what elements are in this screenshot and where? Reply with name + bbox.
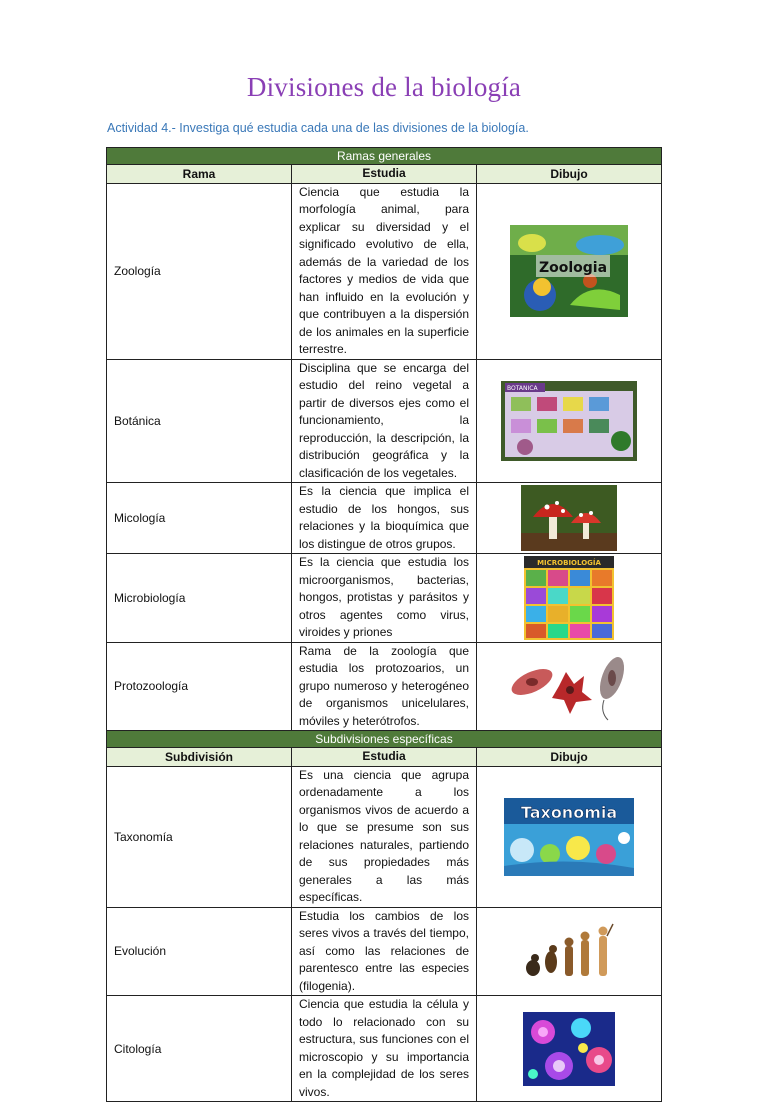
biology-table (106, 147, 662, 1102)
row-description: Es una ciencia que agrupa ordenadamente a los organismos vivos de acuerdo a lo que se presume son sus relaciones naturales, partiendo de sus propiedades más generales a las más específicas. (292, 766, 477, 907)
table-row (107, 554, 662, 643)
column-header-row (107, 748, 662, 767)
column-header-row (107, 165, 662, 184)
row-description: Disciplina que se encarga del estudio del reino vegetal a partir de diversos ejes como el funcionamiento, la reproducción, la descripción, la distribución geográfica y la clasificación de los vegetales. (292, 359, 477, 483)
mycology-image (521, 485, 617, 551)
row-name: Zoología (107, 183, 292, 359)
taxonomy-image (504, 798, 634, 876)
table-row (107, 183, 662, 359)
column-header-dibujo: Dibujo (477, 165, 662, 184)
botany-image-label: BOTANICA (507, 384, 538, 392)
cytology-image (523, 1012, 615, 1086)
row-description: Ciencia que estudia la célula y todo lo relacionado con su estructura, sus funciones con el microscopio y su importancia en la complejidad de los seres vivos. (292, 996, 477, 1102)
evolution-image (523, 922, 615, 980)
row-description: Es la ciencia que implica el estudio de los hongos, sus relaciones y la bioquímica que los distingue de otros grupos. (292, 483, 477, 554)
page-title: Divisiones de la biología (246, 72, 522, 102)
microbiology-image (524, 556, 614, 640)
row-name: Protozoología (107, 642, 292, 731)
table-row (107, 907, 662, 996)
table-row (107, 359, 662, 483)
microbiology-image-label: MICROBIOLOGÍA (537, 558, 601, 567)
table-row (107, 766, 662, 907)
row-name: Evolución (107, 907, 292, 996)
protozoology-image (504, 648, 634, 724)
column-header-estudia: Estudia (292, 165, 477, 184)
table-row (107, 642, 662, 731)
group-header-specific (107, 731, 662, 748)
botany-image (501, 381, 637, 461)
table-row (107, 483, 662, 554)
group-title: Subdivisiones específicas (107, 731, 662, 748)
column-header-estudia: Estudia (292, 748, 477, 767)
group-header-general (107, 148, 662, 165)
row-name: Taxonomía (107, 766, 292, 907)
zoology-image-label: Zoologia (538, 260, 608, 276)
table-row (107, 996, 662, 1102)
row-name: Microbiología (107, 554, 292, 643)
column-header-dibujo: Dibujo (477, 748, 662, 767)
zoology-image (510, 225, 628, 317)
row-name: Citología (107, 996, 292, 1102)
taxonomy-image-label: Taxonomia (520, 802, 618, 822)
row-name: Botánica (107, 359, 292, 483)
row-name: Micología (107, 483, 292, 554)
row-description: Ciencia que estudia la morfología animal, para explicar su diversidad y el significado evolutivo de ella, además de la variedad de los factores y medios de vida que han influido en la evolución y que contribuyen a la dispersión de los animales en la superficie terrestre. (292, 183, 477, 359)
column-header-rama: Rama (107, 165, 292, 184)
row-description: Es la ciencia que estudia los microorganismos, bacterias, hongos, protistas y parásitos y otros agentes como virus, viroides y priones (292, 554, 477, 643)
activity-subtitle: Actividad 4.- Investiga qué estudia cada una de las divisiones de la biología. (107, 121, 529, 135)
row-description: Rama de la zoología que estudia los protozoarios, un grupo numeroso y heterogéneo de organismos unicelulares, móviles y heterótrofos. (292, 642, 477, 731)
column-header-subdivision: Subdivisión (107, 748, 292, 767)
row-description: Estudia los cambios de los seres vivos a través del tiempo, así como las relaciones de parentesco entre las especies (filogenia). (292, 907, 477, 996)
group-title: Ramas generales (107, 148, 662, 165)
